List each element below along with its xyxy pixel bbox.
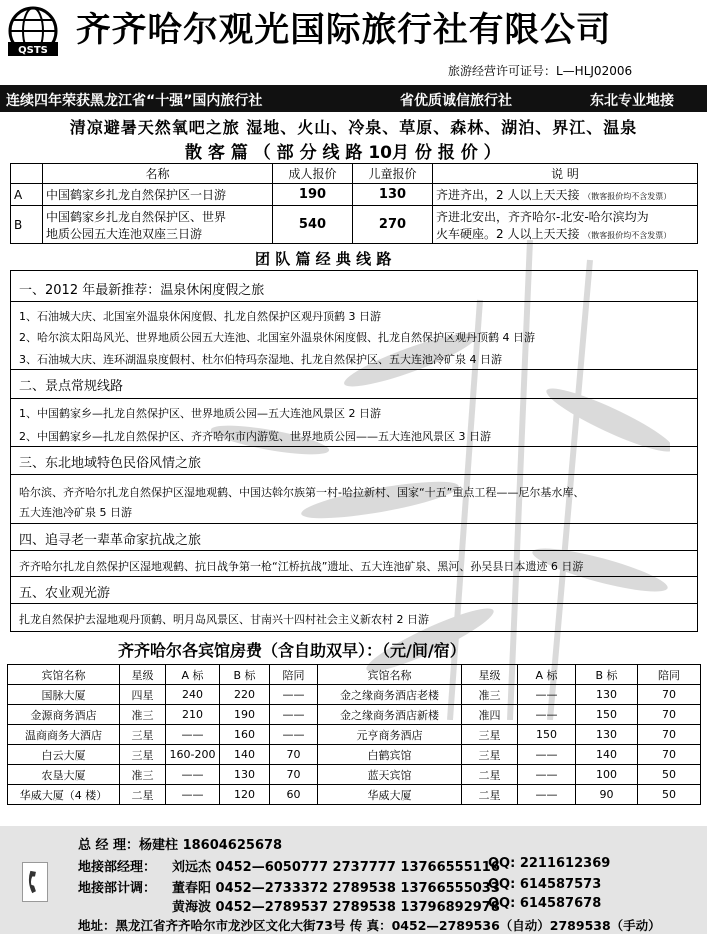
adult-price: 540 — [273, 206, 353, 244]
table-cell: 三星 — [462, 725, 518, 745]
table-cell: 元亨商务酒店 — [318, 725, 462, 745]
table-cell: 220 — [220, 685, 270, 705]
route-code: B — [11, 206, 43, 244]
table-cell: 华威大厦（4 楼） — [8, 785, 120, 805]
table-cell: 二星 — [462, 765, 518, 785]
table-cell: 准四 — [462, 705, 518, 725]
deputy-contact: 董春阳 0452—2733372 2789538 13766555033 — [172, 881, 500, 896]
section-heading: 一、2012 年最新推荐：温泉休闲度假之旅 — [19, 283, 265, 298]
note-line: 火车硬座。2 人以上天天接 — [436, 226, 580, 241]
divider — [11, 603, 697, 604]
route-line: 齐齐哈尔扎龙自然保护区湿地观鹤、抗日战争第一枪“江桥抗战”遗址、五大连池矿泉、黑河、孙吴县日本遗迹 6 日游 — [19, 560, 584, 573]
table-cell: 100 — [576, 765, 638, 785]
table-header-row — [11, 164, 698, 184]
table-header: 陪同 — [270, 665, 318, 685]
table-header: A 标 — [518, 665, 576, 685]
general-manager: 总 经 理：杨建柱 18604625678 — [78, 838, 283, 853]
table-cell: 三星 — [462, 745, 518, 765]
manager-contact: 刘远杰 0452—6050777 2737777 13766555116 — [172, 860, 500, 875]
table-row — [8, 685, 701, 705]
table-cell: 70 — [270, 745, 318, 765]
route-line: 3、石油城大庆、连环湖温泉度假村、杜尔伯特玛奈湿地、扎龙自然保护区、五大连池冷矿泉 4 日游 — [19, 353, 502, 366]
banner-item: 连续四年荣获黑龙江省“十强”国内旅行社 — [6, 93, 263, 109]
banner-item: 省优质诚信旅行社 — [400, 93, 512, 109]
table-cell: —— — [166, 785, 220, 805]
route-line: 1、石油城大庆、北国室外温泉休闲度假、扎龙自然保护区观丹顶鹤 3 日游 — [19, 310, 381, 323]
table-header — [11, 164, 43, 184]
divider — [11, 576, 697, 577]
table-cell: 90 — [576, 785, 638, 805]
child-price: 130 — [353, 184, 433, 206]
divider — [11, 446, 697, 447]
note-text: 齐进齐出，2 人以上天天接 — [436, 188, 580, 202]
child-price: 270 — [353, 206, 433, 244]
table-cell: 金之缘商务酒店新楼 — [318, 705, 462, 725]
slogan: 清凉避暑天然氧吧之旅 湿地、火山、冷泉、草原、森林、湖泊、界江、温泉 — [69, 118, 638, 137]
route-line: 2、哈尔滨太阳岛风光、世界地质公园五大连池、北国室外温泉休闲度假、扎龙自然保护区观丹顶鹤 4 日游 — [19, 331, 535, 344]
table-row — [11, 206, 698, 244]
table-cell: 130 — [576, 685, 638, 705]
group-routes-box — [10, 270, 698, 632]
table-cell: 140 — [576, 745, 638, 765]
manager-label: 地接部经理： — [78, 860, 157, 875]
table-header: 星级 — [120, 665, 166, 685]
table-cell: 140 — [220, 745, 270, 765]
contact-panel — [0, 826, 707, 934]
company-name: 齐齐哈尔观光国际旅行社有限公司 — [76, 10, 612, 50]
license-number: 旅游经营许可证号：L—HLJ02006 — [448, 64, 633, 78]
table-cell: 准三 — [462, 685, 518, 705]
table-cell: 白鹤宾馆 — [318, 745, 462, 765]
route-line: 2、中国鹤家乡—扎龙自然保护区、齐齐哈尔市内游览、世界地质公园——五大连池风景区 3 日游 — [19, 430, 491, 443]
table-cell: 160 — [220, 725, 270, 745]
table-cell: —— — [270, 705, 318, 725]
name-line: 中国鹤家乡扎龙自然保护区、世界 — [46, 209, 227, 224]
table-header: 说 明 — [433, 164, 698, 184]
table-cell: 50 — [638, 765, 701, 785]
route-line: 五大连池冷矿泉 5 日游 — [19, 506, 132, 519]
table-cell: —— — [270, 725, 318, 745]
table-cell: 70 — [638, 745, 701, 765]
table-row — [11, 184, 698, 206]
name-line: 地质公园五大连池双座三日游 — [46, 226, 203, 241]
table-header: 儿童报价 — [353, 164, 433, 184]
manager-qq: QQ: 2211612369 — [488, 856, 611, 871]
table-cell: 160-200 — [166, 745, 220, 765]
deputy-contact: 黄海波 0452—2789537 2789538 13796892978 — [172, 900, 500, 915]
table-header: A 标 — [166, 665, 220, 685]
table-cell: —— — [518, 785, 576, 805]
table-cell: 150 — [518, 725, 576, 745]
table-cell: 120 — [220, 785, 270, 805]
table-cell: —— — [166, 725, 220, 745]
table-row — [8, 725, 701, 745]
hotel-rows — [8, 685, 701, 805]
note-line: 齐进北安出，齐齐哈尔-北安-哈尔滨均为 — [436, 209, 649, 224]
route-code: A — [11, 184, 43, 206]
adult-price: 190 — [273, 184, 353, 206]
divider — [11, 474, 697, 475]
table-header: 宾馆名称 — [318, 665, 462, 685]
table-cell: 二星 — [120, 785, 166, 805]
table-header: 名称 — [43, 164, 273, 184]
table-cell: 白云大厦 — [8, 745, 120, 765]
deputy-label: 地接部计调： — [78, 881, 157, 896]
table-header: B 标 — [220, 665, 270, 685]
header — [0, 0, 707, 80]
note-small: （散客报价均不含发票） — [583, 230, 672, 240]
phone-icon — [22, 862, 48, 902]
table-cell: 准三 — [120, 705, 166, 725]
divider — [11, 301, 697, 302]
globe-logo-icon — [6, 6, 60, 62]
group-title: 团 队 篇 经 典 线 路 — [255, 250, 392, 268]
table-cell: 准三 — [120, 765, 166, 785]
table-cell: 50 — [638, 785, 701, 805]
table-row — [8, 765, 701, 785]
address-line: 地址：黑龙江省齐齐哈尔市龙沙区文化大街73号 传 真：0452—2789536（自动）2789538（手动） — [78, 918, 661, 933]
hotel-price-table — [7, 664, 701, 805]
divider — [11, 523, 697, 524]
table-cell: 金之缘商务酒店老楼 — [318, 685, 462, 705]
section-heading: 四、追寻老一辈革命家抗战之旅 — [19, 533, 202, 548]
route-name: 中国鹤家乡扎龙自然保护区一日游 — [43, 184, 273, 206]
table-row — [8, 705, 701, 725]
table-header: 陪同 — [638, 665, 701, 685]
table-cell: 240 — [166, 685, 220, 705]
table-header-row — [8, 665, 701, 685]
table-cell: 70 — [270, 765, 318, 785]
table-cell: 二星 — [462, 785, 518, 805]
logo-text: QSTS — [18, 45, 48, 56]
table-cell: 四星 — [120, 685, 166, 705]
table-header: 成人报价 — [273, 164, 353, 184]
table-cell: 国脉大厦 — [8, 685, 120, 705]
divider — [11, 550, 697, 551]
table-cell: —— — [166, 765, 220, 785]
route-name — [43, 206, 273, 244]
table-cell: 60 — [270, 785, 318, 805]
table-cell: —— — [270, 685, 318, 705]
table-cell: 温商商务大酒店 — [8, 725, 120, 745]
route-note — [433, 184, 698, 206]
table-row — [8, 745, 701, 765]
deputy-qq: QQ: 614587678 — [488, 896, 602, 911]
table-cell: —— — [518, 765, 576, 785]
honor-banner — [0, 85, 707, 112]
section-heading: 二、景点常规线路 — [19, 379, 124, 394]
banner-item: 东北专业地接 — [590, 93, 674, 109]
table-cell: —— — [518, 685, 576, 705]
table-cell: 农垦大厦 — [8, 765, 120, 785]
table-cell: 三星 — [120, 745, 166, 765]
scattered-price-table — [10, 163, 698, 244]
hotels-title: 齐齐哈尔各宾馆房费（含自助双早）：（元/间/宿） — [118, 641, 466, 660]
table-cell: 华威大厦 — [318, 785, 462, 805]
table-cell: 210 — [166, 705, 220, 725]
scattered-title: 散 客 篇 （ 部 分 线 路 10月 份 报 价 ） — [185, 143, 501, 163]
table-cell: 130 — [220, 765, 270, 785]
divider — [11, 369, 697, 370]
table-cell: 金源商务酒店 — [8, 705, 120, 725]
table-header: 宾馆名称 — [8, 665, 120, 685]
table-cell: —— — [518, 705, 576, 725]
note-small: （散客报价均不含发票） — [583, 192, 672, 201]
table-cell: 70 — [638, 705, 701, 725]
route-line: 扎龙自然保护去湿地观丹顶鹤、明月岛风景区、甘南兴十四村社会主义新农村 2 日游 — [19, 613, 429, 626]
table-header: 星级 — [462, 665, 518, 685]
table-cell: 70 — [638, 685, 701, 705]
table-cell: 150 — [576, 705, 638, 725]
route-note — [433, 206, 698, 244]
table-header: B 标 — [576, 665, 638, 685]
table-cell: —— — [518, 745, 576, 765]
table-cell: 190 — [220, 705, 270, 725]
section-heading: 三、东北地域特色民俗风情之旅 — [19, 456, 202, 471]
deputy-qq: QQ: 614587573 — [488, 877, 602, 892]
route-line: 1、中国鹤家乡—扎龙自然保护区、世界地质公园—五大连池风景区 2 日游 — [19, 407, 381, 420]
table-cell: 130 — [576, 725, 638, 745]
divider — [11, 398, 697, 399]
table-cell: 70 — [638, 725, 701, 745]
table-row — [8, 785, 701, 805]
table-cell: 蓝天宾馆 — [318, 765, 462, 785]
route-line: 哈尔滨、齐齐哈尔扎龙自然保护区湿地观鹤、中国达斡尔族第一村-哈拉新村、国家“十五”重点工程——尼尔基水库、 — [19, 486, 585, 499]
section-heading: 五、农业观光游 — [19, 586, 111, 601]
table-cell: 三星 — [120, 725, 166, 745]
